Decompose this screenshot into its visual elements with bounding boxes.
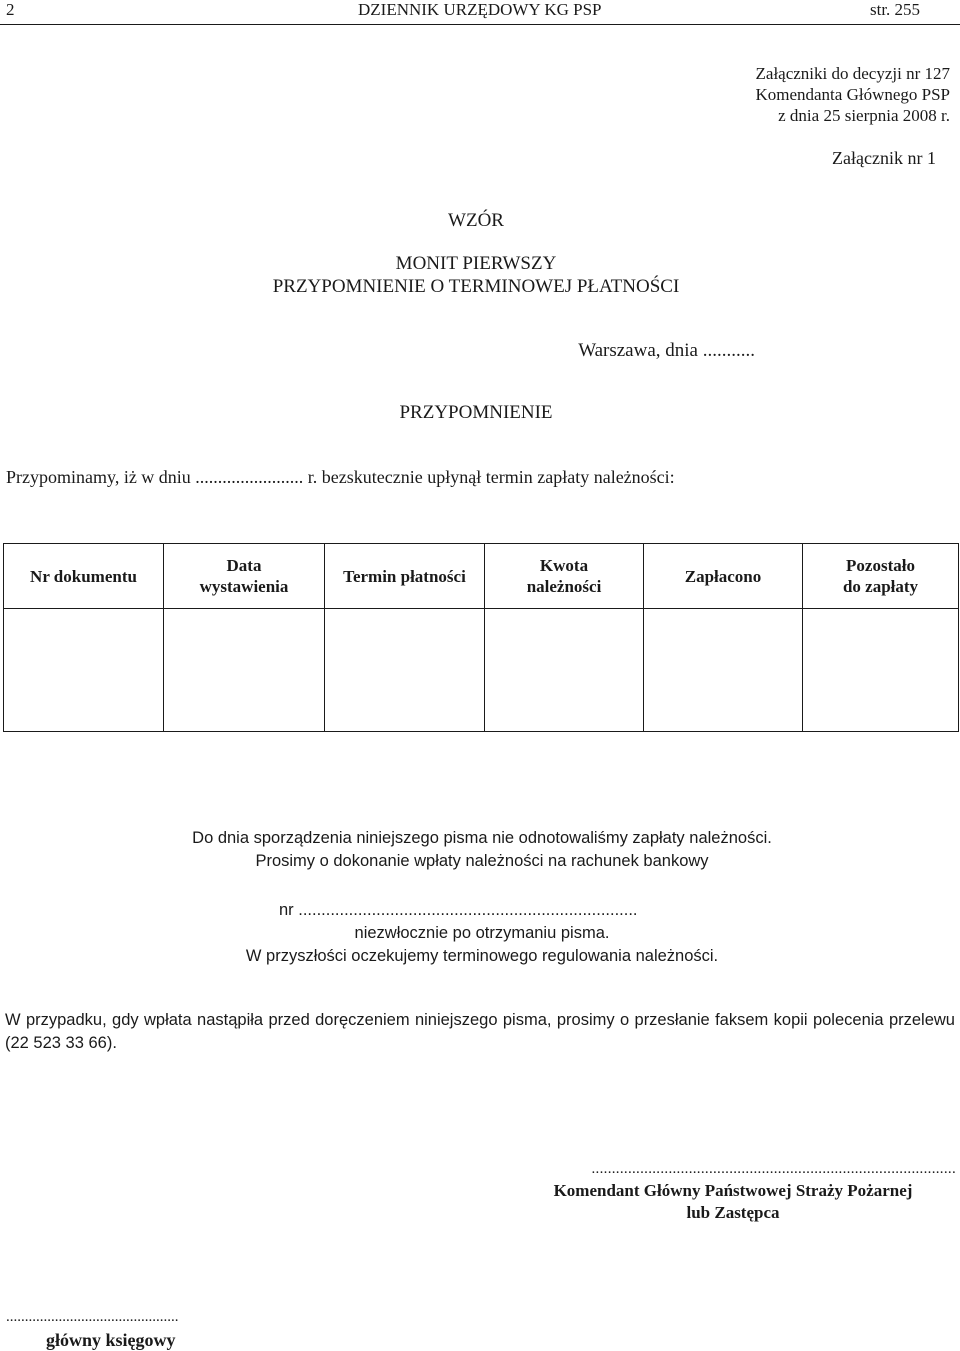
form-title-line2: PRZYPOMNIENIE O TERMINOWEJ PŁATNOŚCI <box>272 276 680 297</box>
column-header-paid: Zapłacono <box>644 544 803 609</box>
form-title-line1: MONIT PIERWSZY <box>395 253 557 274</box>
table-cell <box>644 609 803 732</box>
place-date: Warszawa, dnia ........... <box>578 340 755 361</box>
table-row <box>4 609 959 732</box>
attachment-label: Załącznik nr 1 <box>832 148 936 168</box>
column-header-amount-due: Kwota należności <box>485 544 644 609</box>
template-label: WZÓR <box>448 210 504 231</box>
commander-title <box>490 1180 960 1224</box>
header-divider <box>0 24 960 25</box>
body-line: Prosimy o dokonanie wpłaty należności na rachunek bankowy <box>255 852 709 870</box>
accountant-title: główny księgowy <box>46 1330 176 1350</box>
column-header-document-number: Nr dokumentu <box>4 544 164 609</box>
signature-line: .......................................................................................... <box>591 1161 956 1177</box>
table-cell <box>325 609 485 732</box>
payment-table <box>3 543 959 732</box>
annex-note <box>755 63 950 126</box>
column-header-payment-due: Termin płatności <box>325 544 485 609</box>
table-cell <box>803 609 959 732</box>
commander-title-line1: Komendant Główny Państwowej Straży Pożarnej <box>553 1181 913 1200</box>
bank-account-line: nr .......................................................................... <box>279 901 638 919</box>
body-line: Do dnia sporządzenia niniejszego pisma nie odnotowaliśmy zapłaty należności. <box>192 829 772 847</box>
body-line: W przyszłości oczekujemy terminowego regulowania należności. <box>245 947 719 965</box>
accountant-signature-line: .............................................. <box>6 1309 179 1325</box>
intro-text: Przypominamy, iż w dniu ........................ r. bezskutecznie upłynął termin zapłaty należności: <box>6 467 675 487</box>
journal-title: DZIENNIK URZĘDOWY KG PSP <box>358 0 602 19</box>
table-cell <box>164 609 325 732</box>
annex-note-line: Załączniki do decyzji nr 127 <box>755 64 950 83</box>
body-line: niezwłocznie po otrzymaniu pisma. <box>354 924 610 942</box>
commander-title-line2: lub Zastępca <box>686 1203 780 1222</box>
annex-note-line: z dnia 25 sierpnia 2008 r. <box>778 106 950 125</box>
commander-signature-block <box>500 1160 956 1178</box>
column-header-issue-date: Data wystawienia <box>164 544 325 609</box>
page-number: 2 <box>6 0 15 19</box>
table-cell <box>4 609 164 732</box>
table-header-row <box>4 544 959 609</box>
column-header-remaining: Pozostało do zapłaty <box>803 544 959 609</box>
annex-note-line: Komendanta Głównego PSP <box>755 85 950 104</box>
table-cell <box>485 609 644 732</box>
transfer-note: W przypadku, gdy wpłata nastąpiła przed doręczeniem niniejszego pisma, prosimy o przesłanie faksem kopii polecenia przelewu (22 523 33 66). <box>5 1011 955 1052</box>
reminder-heading: PRZYPOMNIENIE <box>399 402 553 423</box>
page-reference: str. 255 <box>870 0 921 19</box>
